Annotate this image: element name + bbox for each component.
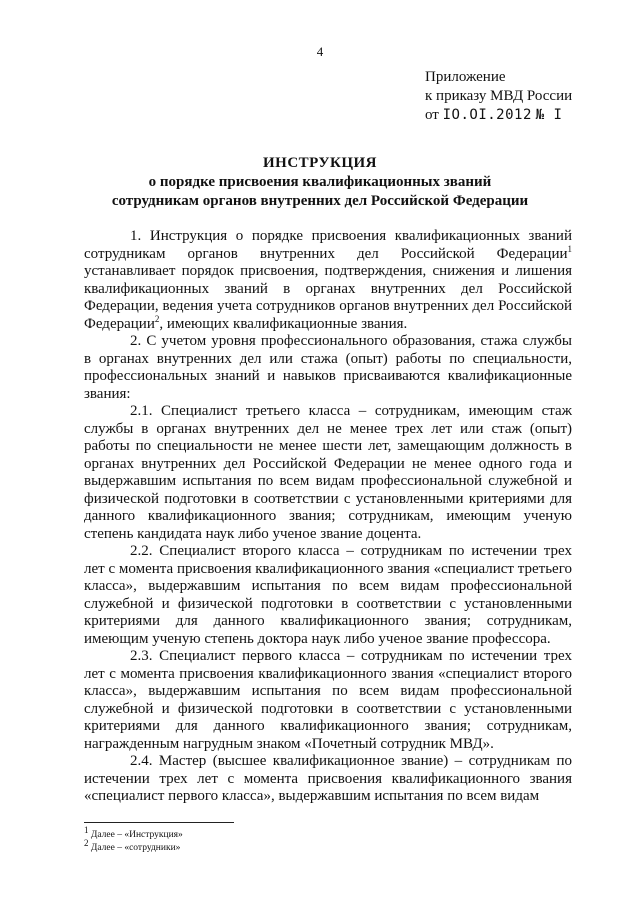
paragraph-1-text-a: 1. Инструкция о порядке присвоения квалификационных званий сотрудникам органов внутренних дел Российской Федерации (84, 228, 572, 262)
appendix-line-2: к приказу МВД России (425, 88, 573, 104)
title-subheading-1: о порядке присвоения квалификационных званий (148, 174, 492, 190)
footnote-ref-2: 2 (154, 313, 160, 324)
paragraph-2-4: 2.4. Мастер (высшее квалификационное звание) – сотрудникам по истечении трех лет с момента присвоения квалификационного звания «специалист первого класса», выдержавшим испытания по всем видам (84, 753, 572, 804)
footnote-2-text: Далее – «сотрудники» (88, 843, 181, 853)
paragraph-2-2: 2.2. Специалист второго класса – сотрудникам по истечении трех лет с момента присвоения квалификационного звания «специалист третьего класса», выдержавшим испытания по всем видам профессиональной служебной и физической подготовки в соответствии с установленными критериями для данного квалификационного звания; сотрудникам, имеющим ученую степень доктора наук либо ученое звание профессора. (84, 543, 572, 647)
paragraph-1-text-c: , имеющих квалификационные звания. (159, 315, 408, 332)
document-title (0, 154, 640, 211)
title-subheading-2: сотрудникам органов внутренних дел Российской Федерации (111, 193, 529, 209)
appendix-block (425, 68, 572, 125)
footnote-1-text: Далее – «Инструкция» (88, 830, 183, 840)
paragraph-2-1: 2.1. Специалист третьего класса – сотрудникам, имеющим стаж службы в органах внутренних дел не менее трех лет или стаж (опыт) работы по специальности не менее шести лет, замещающим должность в органах внутренних дел Российской Федерации не менее одного года и выдержавшим испытания по всем видам профессиональной служебной и физической подготовки в соответствии с установленными критериями для данного квалификационного звания; сотрудникам, имеющим ученую степень кандидата наук либо ученое звание доцента. (84, 403, 572, 542)
footnote-1-mark: 1 (84, 824, 89, 835)
appendix-line-1: Приложение (425, 69, 506, 85)
order-date: IO.OI.2012 (442, 107, 532, 123)
paragraph-2: 2. С учетом уровня профессионального образования, стажа службы в органах внутренних дел или стажа (опыт) работы по специальности, профессиональных знаний и навыков присваиваются квалификационные звания: (84, 333, 572, 402)
footnote-separator (84, 822, 234, 823)
paragraph-1-text-b: устанавливает порядок присвоения, подтверждения, снижения и лишения квалификационных званий в органах внутренних дел Российской Федерации, ведения учета сотрудников органов внутренних дел Российской Федерации (84, 263, 572, 332)
appendix-date-prefix: от (425, 107, 439, 123)
order-number: № I (535, 107, 563, 123)
footnote-2 (84, 837, 181, 854)
paragraph-2-3: 2.3. Специалист первого класса – сотрудникам по истечении трех лет с момента присвоения квалификационного звания «специалист второго класса», выдержавшим испытания по всем видам профессиональной служебной и физической подготовки в соответствии с установленными критериями для данного квалификационного звания; сотрудникам, награжденным нагрудным знаком «Почетный сотрудник МВД». (84, 648, 572, 752)
document-body (84, 228, 572, 806)
title-heading: ИНСТРУКЦИЯ (262, 155, 377, 171)
paragraph-1 (84, 228, 572, 333)
appendix-line-3 (425, 106, 572, 125)
footnote-ref-1: 1 (567, 243, 572, 254)
footnote-1 (84, 824, 183, 841)
page-number: 4 (316, 44, 324, 59)
footnote-2-mark: 2 (84, 837, 89, 848)
